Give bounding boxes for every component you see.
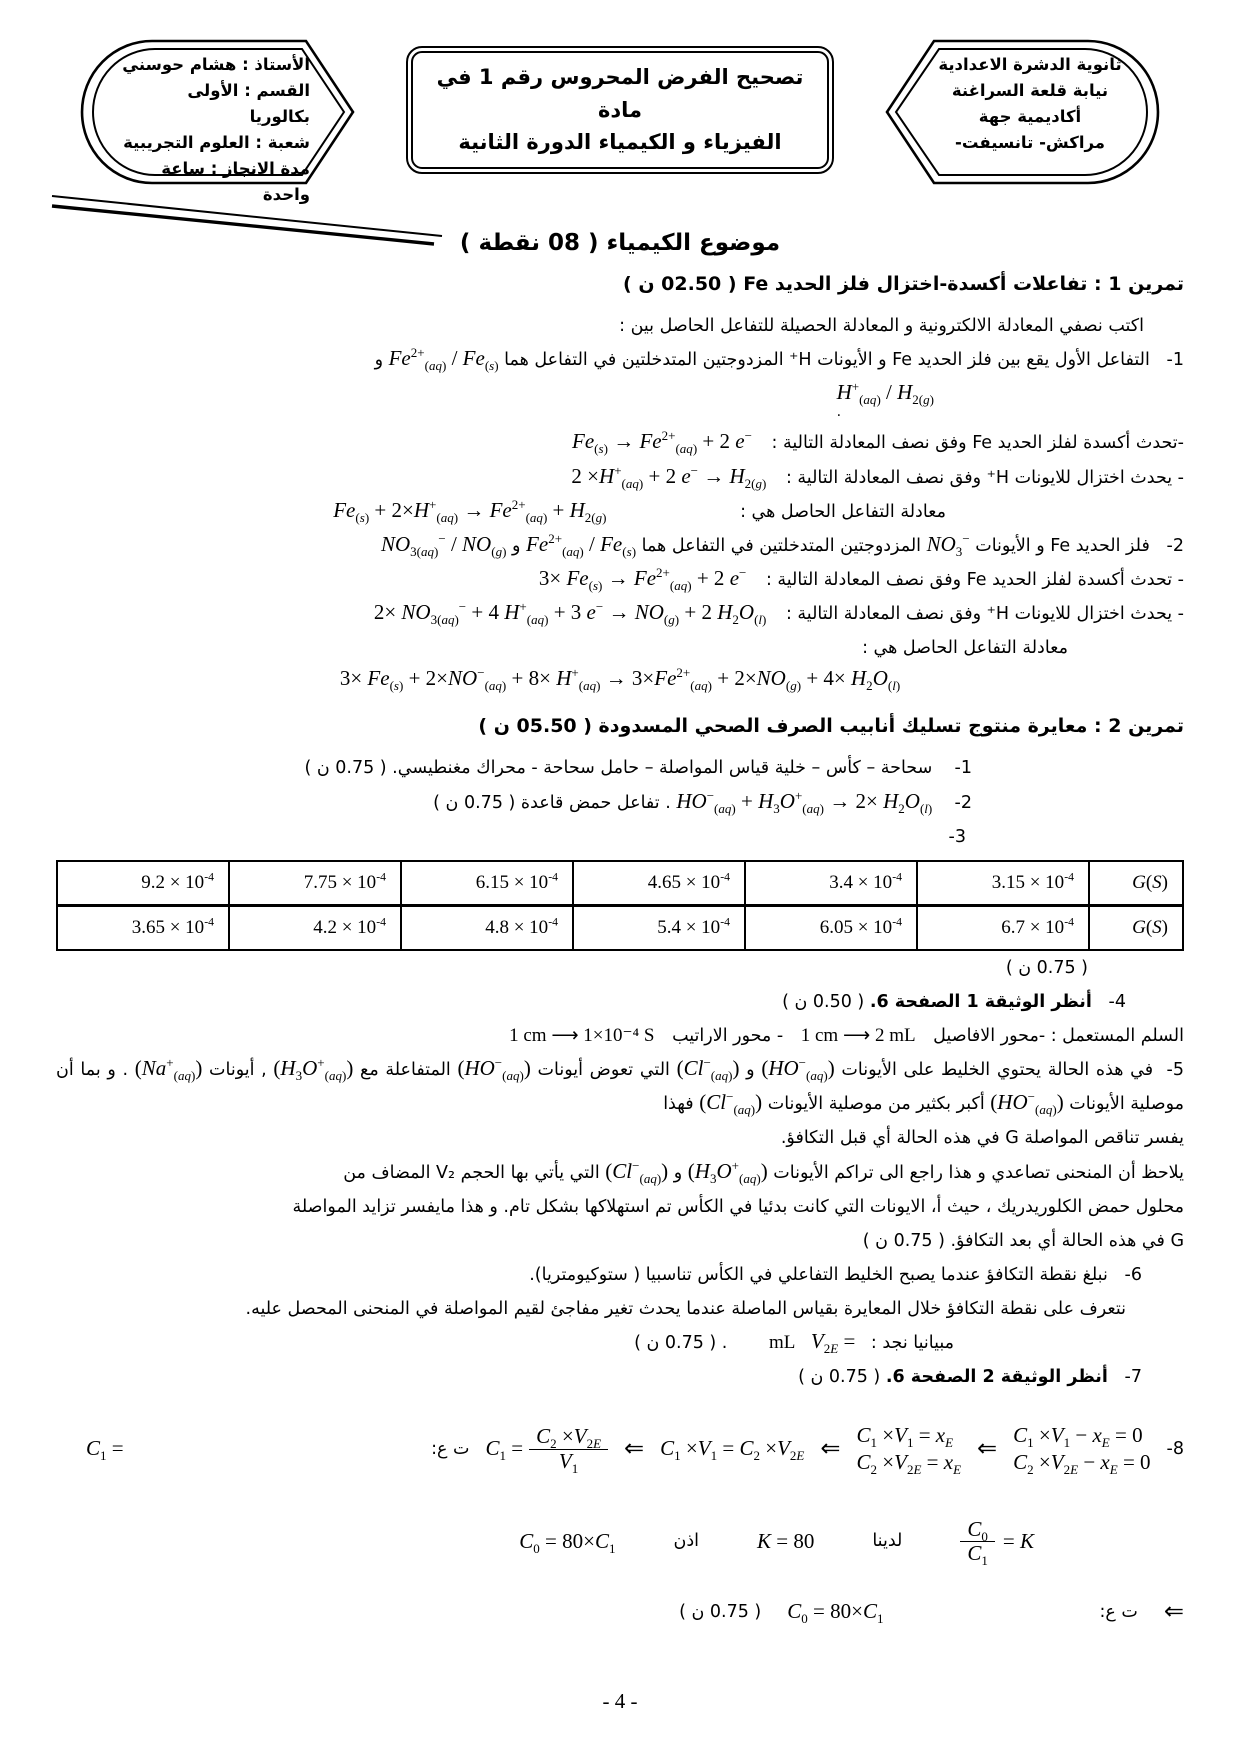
ex2-item1: [56, 751, 1184, 785]
item6-graph-text: مبيانيا نجد :: [870, 1333, 954, 1354]
implies-arrow: ⇐: [624, 1435, 645, 1462]
table-cell: [401, 905, 573, 950]
ex2-item7-text: أنظر الوثيقة 2 الصفحة 6.: [885, 1367, 1108, 1388]
hydroxide-ion: $(HO^-_{(aq)})$: [457, 1055, 531, 1084]
header: [56, 36, 1184, 204]
teacher-info-text: [56, 36, 356, 204]
item5-after-equiv: G في هذه الحالة أي بعد التكافؤ. ( 0.75 ن ): [862, 1230, 1184, 1251]
ex2-item5: [56, 1053, 1184, 1121]
g-value: $3.15 \times 10^{-4}$: [991, 870, 1074, 893]
class-level: القسم : الأولى بكالوريا: [187, 81, 310, 126]
chloride-ion: $(Cl^-_{(aq)})$: [699, 1089, 763, 1118]
y-axis-scale: 1 cm ⟶ 1×10⁻⁴ S: [509, 1025, 655, 1047]
implies-arrow: ⇐: [1163, 1598, 1184, 1625]
exercise1-heading: تمرين 1 : تفاعلات أكسدة-اختزال فلز الحديد Fe ( 02.50 ن ): [623, 273, 1184, 295]
duration: مدة الانجاز : ساعة: [161, 159, 310, 178]
item5-and: و: [746, 1060, 755, 1081]
ex2-item2: [56, 786, 1184, 820]
numeric-application-label: ت ع:: [1099, 1601, 1138, 1622]
table-cell: [229, 861, 401, 906]
g-value: $9.2 \times 10^{-4}$: [141, 870, 214, 893]
g-value: $4.2 \times 10^{-4}$: [313, 915, 386, 938]
g-value: $6.7 \times 10^{-4}$: [1001, 915, 1074, 938]
ex2-item8-number: 8-: [1166, 1439, 1184, 1459]
page-number: - 4 -: [602, 1689, 638, 1713]
fraction-denominator: $V_1$: [558, 1448, 579, 1476]
item6-text1: نبلغ نقطة التكافؤ عندما يصبح الخليط التفاعلي في الكأس تناسبيا ( ستوكيومتريا).: [529, 1264, 1108, 1285]
exam-title-inner: [411, 51, 829, 169]
c1-equals: $C_1$ =: [485, 1436, 524, 1464]
equation-system-1: [1013, 1423, 1151, 1477]
item5-text3: المتفاعلة مع: [360, 1060, 451, 1081]
subject-title: موضوع الكيمياء ( 08 نقطة ): [459, 230, 781, 256]
ex1-q1-text: التفاعل الأول يقع بين فلز الحديد Fe و الأيونات H⁺ المزدوجتين المتدخلتين في التفاعل هما: [504, 350, 1150, 371]
school-info-text: [884, 36, 1184, 188]
item6-text2: نتعرف على نقطة التكافؤ خلال المعايرة بقياس الماصلة عندما يحدث تغير مفاجئ لقيم المواصلة في المنحنى المحصل عليه.: [245, 1299, 1126, 1320]
implies-arrow: ⇐: [820, 1435, 841, 1462]
g-value: $5.4 \times 10^{-4}$: [657, 915, 730, 938]
ex2-item2-number: 2-: [954, 792, 972, 813]
ex2-item3: [56, 820, 1184, 854]
table-cell: [917, 905, 1089, 950]
g-value: $3.4 \times 10^{-4}$: [829, 870, 902, 893]
item5-hcl-line: محلول حمض الكلوريدريك ، حيث أ، الايونات التي كانت بدئيا في الكأس تم استهلاكها بشكل تام. و هذا مايفسر تزايد المواصلة: [292, 1196, 1184, 1217]
c0-final-equation: $C_0 = 80\times C_1$: [787, 1599, 884, 1627]
implies-arrow: ⇐: [977, 1435, 998, 1462]
redox-couple-no3: $NO_{3(aq)}^- / NO_{(g)}$: [380, 530, 507, 559]
final-result-line: [56, 1599, 1184, 1625]
fraction-c2v2e-v1: [529, 1424, 608, 1476]
table-header-gs: [1089, 861, 1183, 906]
decorative-swoosh: [50, 186, 450, 258]
ex2-item4-points: ( 0.50 ن ): [782, 991, 865, 1012]
g-value: $6.05 \times 10^{-4}$: [819, 915, 902, 938]
eq-equality: $C_1 \times V_1 = C_2 \times V_{2E}$: [660, 1436, 805, 1464]
reduction2-text: - يحدث اختزال للايونات H⁺ وفق نصف المعادلة التالية :: [785, 604, 1184, 625]
ex1-reduction-2: [56, 597, 1184, 631]
item5-text8: يلاحظ أن المنحنى تصاعدي و هذا راجع الى تراكم الأيونات: [773, 1162, 1184, 1183]
g-header: G(S): [1132, 916, 1168, 938]
acid-base-equation: $HO^-_{(aq)} + H_3O^+_{(aq)} \to 2\times H_2O_{(l)}$: [676, 787, 933, 816]
table-header-gs: [1089, 905, 1183, 950]
item6-v2e-line: [56, 1326, 1184, 1360]
ex2-item1-text: سحاحة – كأس – خلية قياس المواصلة – حامل سحاحة - محراك مغنطيسي. ( 0.75 ن ): [304, 758, 933, 779]
ml-unit: mL: [768, 1332, 796, 1354]
k-constant-line: [56, 1516, 1184, 1568]
table-points: ( 0.75 ن ): [1005, 957, 1088, 978]
item5-after: [56, 1156, 1184, 1190]
item5-text4: , أيونات: [209, 1060, 267, 1081]
g-value: $4.8 \times 10^{-4}$: [485, 915, 558, 938]
balance1-equation: $Fe_{(s)} + 2\times H^+_{(aq)} \to Fe^{2+}_{(aq)} + H_{2(g)}$: [333, 496, 607, 525]
exam-title-line2: الفيزياء و الكيمياء الدورة الثانية: [458, 130, 782, 155]
ex1-oxidation-2: [56, 563, 1184, 597]
ex1-oxidation-1: [56, 426, 1184, 460]
region: مراكش- تانسيفت-: [955, 133, 1105, 152]
item5-text5: . و بما أن موصلية الأيونات: [56, 1060, 1184, 1115]
ex1-q2-text1: فلز الحديد Fe و الأيونات: [975, 535, 1150, 556]
table-cell: [917, 861, 1089, 906]
ex2-item3-number: 3-: [948, 826, 966, 847]
duration-cont: واحدة: [262, 185, 310, 204]
item5-text2: التي تعوض أيونات: [537, 1060, 670, 1081]
nitrate-ion: $NO_3^-$: [926, 530, 970, 559]
g-value: $4.65 \times 10^{-4}$: [647, 870, 730, 893]
c1-result: $C_1$ =: [86, 1436, 124, 1464]
ex1-reduction-1: [56, 461, 1184, 495]
exercise2-heading: تمرين 2 : معايرة منتوج تسليك أنابيب الصرف الصحي المسدودة ( 05.50 ن ): [478, 715, 1184, 738]
scale-line: [56, 1019, 1184, 1053]
teacher-info-banner: [56, 36, 356, 204]
ex1-q2-and: و: [512, 535, 521, 556]
hydronium-ion: $(H_3O^+_{(aq)})$: [273, 1055, 354, 1084]
branch: شعبة : العلوم التجريبية: [123, 133, 310, 152]
eq-c1v1-xe: $C_1 \times V_1 - x_E = 0$: [1013, 1423, 1143, 1451]
numeric-application-label: ت ع:: [431, 1439, 470, 1459]
table-row: [57, 905, 1183, 950]
school-name: ثانوية الدشرة الاعدادية: [938, 55, 1122, 74]
period: .: [836, 404, 842, 421]
ex2-item8: [56, 1423, 1184, 1477]
ex1-q1: [56, 343, 1184, 377]
ex2-item1-number: 1-: [954, 758, 972, 779]
c0-relation: $C_0 = 80\times C_1$: [519, 1528, 616, 1556]
item5-text7: فهذا: [663, 1094, 694, 1115]
fraction-c0-c1: [960, 1516, 995, 1568]
ex2-item2-text: . تفاعل حمض قاعدة ( 0.75 ن ): [433, 792, 671, 813]
y-axis-label: - محور الاراتيب: [672, 1026, 784, 1047]
ex2-item6-number: 6-: [1124, 1264, 1142, 1285]
teacher-name: الأستاذ : هشام حوسني: [122, 55, 310, 74]
oxidation2-text: - تحدث أكسدة لفلز الحديد Fe وفق نصف المعادلة التالية :: [765, 569, 1184, 590]
delegation: نيابة قلعة السراغنة: [951, 81, 1109, 100]
balance1-label: معادلة التفاعل الحاصل هي :: [740, 501, 946, 522]
equation-system-2: [856, 1423, 962, 1477]
ex1-q1-couple2-wrap: [837, 381, 934, 420]
conductance-table: [56, 860, 1184, 951]
item5-and2: و: [673, 1162, 683, 1183]
sodium-ion: $(Na^+_{(aq)})$: [134, 1055, 203, 1084]
k-value: K = 80: [756, 1528, 815, 1553]
chloride-ion: $(Cl^-_{(aq)})$: [676, 1055, 740, 1084]
redox-couple-fe: $Fe^{2+}_{(aq)} / Fe_{(s)}$: [388, 345, 499, 374]
table-cell: [745, 861, 917, 906]
g-value: $3.65 \times 10^{-4}$: [131, 915, 214, 938]
chloride-ion: $(Cl^-_{(aq)})$: [605, 1157, 669, 1186]
ex2-item4-text: أنظر الوثيقة 1 الصفحة 6.: [869, 991, 1092, 1012]
ex1-balance-2-label: معادلة التفاعل الحاصل هي :: [862, 638, 1068, 659]
academy: أكاديمية جهة: [978, 107, 1082, 126]
ex1-q2-text2: المزدوجتين المتدخلتين في التفاعل هما: [641, 535, 922, 556]
ex2-item4-number: 4-: [1108, 991, 1126, 1012]
fraction-numerator: $C_0$: [960, 1518, 995, 1542]
reduction2-equation: $2\times NO_{3(aq)}^- + 4$ $H^+_{(aq)} + 3$ $e^- \to NO_{(g)} + 2$ $H_2O_{(l)}$: [373, 599, 767, 628]
ex2-item7-points: ( 0.75 ن ): [798, 1367, 881, 1388]
ex2-item7: [56, 1360, 1184, 1394]
equals-k: = K: [1002, 1528, 1034, 1553]
fraction-numerator: $C_2 \times V_{2E}$: [529, 1425, 608, 1449]
ex1-balance-1: [56, 495, 1184, 529]
reduction1-text: - يحدث اختزال للايونات H⁺ وفق نصف المعادلة التالية :: [785, 467, 1184, 488]
redox-couple-h: $H^+_{(aq)} / H_{2(g)}$: [836, 379, 934, 408]
oxidation1-text: -تحدث أكسدة لفلز الحديد Fe وفق نصف المعادلة التالية :: [771, 433, 1184, 454]
k-fraction-eq: [960, 1516, 1034, 1568]
oxidation1-equation: $Fe_{(s)} \to Fe^{2+}_{(aq)} + 2$ e−: [572, 428, 752, 457]
exam-title-box: [406, 46, 834, 174]
ex1-balance-2: [56, 665, 1184, 694]
g-value: $6.15 \times 10^{-4}$: [475, 870, 558, 893]
redox-couple-fe2: $Fe^{2+}_{(aq)} / Fe_{(s)}$: [526, 530, 637, 559]
item6-points: . ( 0.75 ن ): [634, 1333, 728, 1354]
therefore-label: اذن: [673, 1531, 699, 1552]
oxidation2-equation: $3\times Fe_{(s)} \to Fe^{2+}_{(aq)} + 2$ e−: [538, 564, 747, 594]
v2e-equation: $V_{2E}$ =: [810, 1329, 856, 1357]
hydroxide-ion: $(HO^-_{(aq)})$: [990, 1089, 1064, 1118]
ex1-q2-number: 2-: [1166, 535, 1184, 556]
ex2-item6: [56, 1258, 1184, 1292]
table-cell: [573, 905, 745, 950]
scale-label: السلم المستعمل : -محور الافاصيل: [933, 1026, 1184, 1047]
g-header: G(S): [1132, 871, 1168, 893]
item5-text9: التي يأتي بها الحجم V₂ المضاف من: [343, 1162, 600, 1183]
ex2-item7-number: 7-: [1124, 1367, 1142, 1388]
eq-c1v1: $C_1 \times V_1 = x_E$: [856, 1423, 954, 1451]
final-points: ( 0.75 ن ): [679, 1601, 762, 1622]
reduction1-equation: $2 \times H^+_{(aq)} + 2$ $e^- \to H_{2(g)}$: [571, 462, 767, 491]
table-cell: [57, 905, 229, 950]
hydronium-ion: $(H_3O^+_{(aq)})$: [687, 1157, 768, 1186]
hydroxide-ion: $(HO^-_{(aq)})$: [761, 1055, 835, 1084]
table-cell: [57, 861, 229, 906]
g-value: $7.75 \times 10^{-4}$: [303, 870, 386, 893]
ex1-q1-and: و: [374, 350, 384, 371]
exercise1-intro: اكتب نصفي المعادلة الالكترونية و المعادلة الحصيلة للتفاعل الحاصل بين :: [619, 316, 1144, 337]
ex2-item5-number: 5-: [1166, 1060, 1184, 1081]
ex2-item4: [56, 985, 1184, 1019]
eq-c2v2e: $C_2 \times V_{2E} = x_E$: [856, 1449, 962, 1477]
school-info-banner: [884, 36, 1184, 188]
table-cell: [745, 905, 917, 950]
c1-formula: [485, 1424, 608, 1476]
we-have-label: لدينا: [872, 1531, 903, 1552]
item5-before-equiv: يفسر تناقص المواصلة G في هذه الحالة أي قبل التكافؤ.: [780, 1128, 1184, 1149]
table-cell: [229, 905, 401, 950]
ex1-q2: [56, 529, 1184, 563]
table-cell: [573, 861, 745, 906]
eq-c2v2e-xe: $C_2 \times V_{2E} - x_E = 0$: [1013, 1449, 1151, 1477]
x-axis-scale: 1 cm ⟶ 2 mL: [800, 1025, 916, 1047]
ex1-q1-number: 1-: [1166, 350, 1184, 371]
table-row: [57, 861, 1183, 906]
table-cell: [401, 861, 573, 906]
item5-text6: أكبر بكثير من موصلية الأيونات: [767, 1094, 985, 1115]
balance2-equation: $3\times Fe_{(s)} + 2\times NO^-_{(aq)} + 8\times H^+_{(aq)} \to 3\times Fe^{2+}_{(aq)} + 2\times NO_{(g)} + 4\times H_2O_{(l)}$: [339, 665, 901, 694]
fraction-denominator: $C_1$: [967, 1540, 988, 1568]
item5-text: في هذه الحالة يحتوي الخليط على الأيونات: [841, 1060, 1154, 1081]
exam-title-line1: تصحيح الفرض المحروس رقم 1 في مادة: [436, 65, 804, 122]
